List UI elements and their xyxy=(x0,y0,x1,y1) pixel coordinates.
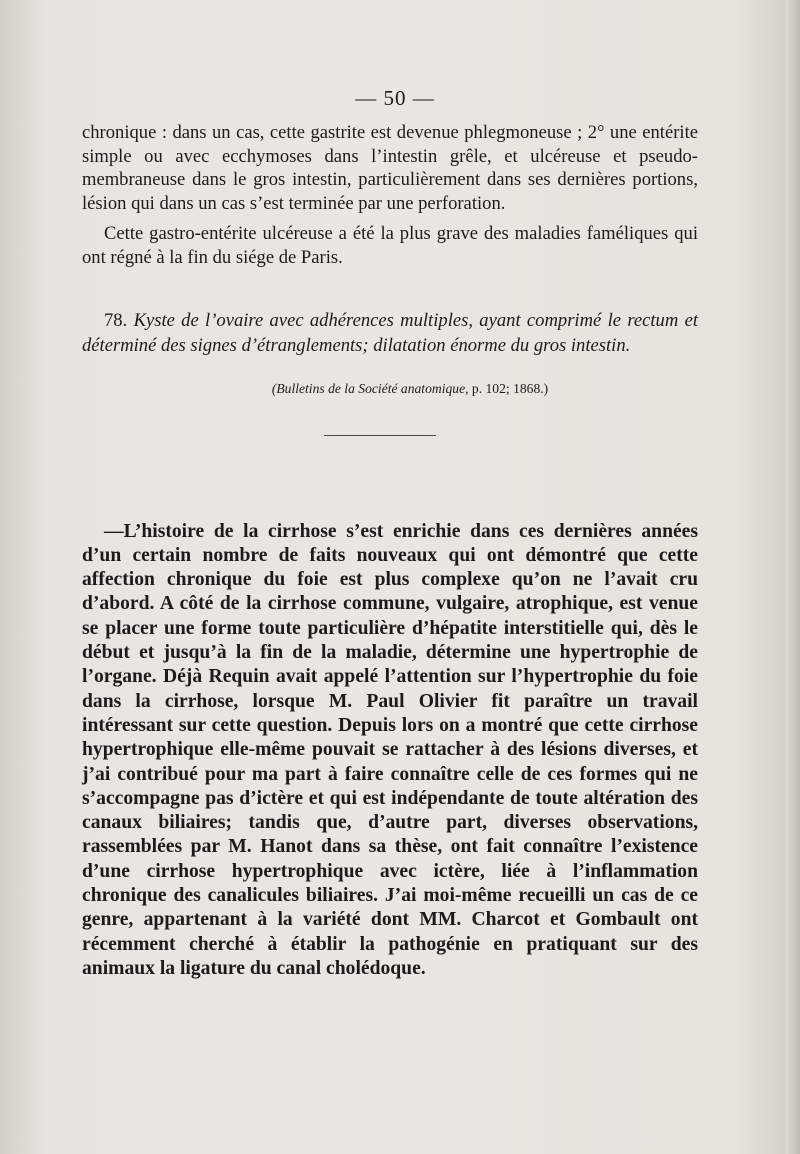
page-number: — 50 — xyxy=(355,86,435,110)
entry-title: Kyste de l’ovaire avec adhérences multiples, ayant comprimé le rectum et déterminé des signes d’étranglements; dilatation énorme du gros intestin. xyxy=(82,309,698,356)
entry-number: 78. xyxy=(104,309,128,331)
entry-78 xyxy=(82,308,698,358)
page-content xyxy=(82,86,698,981)
citation xyxy=(122,381,698,401)
citation-reference: p. 102; 1868.) xyxy=(471,380,549,396)
page-edge-shadow xyxy=(786,0,800,1154)
citation-source: (Bulletins de la Société anatomique, xyxy=(271,380,469,396)
paragraph-continuation: chronique : dans un cas, cette gastrite est devenue phlegmoneuse ; 2° une entérite simple ou avec ecchymoses dans l’intestin grêle, et ulcéreuse et pseudo-membraneuse dans le gros intestin, particulièrement dans ses dernières portions, lésion qui dans un cas s’est terminée par une perforation. xyxy=(82,122,698,214)
paragraph-gastro-enterite: Cette gastro-entérite ulcéreuse a été la plus grave des maladies faméliques qui ont régné à la fin du siége de Paris. xyxy=(82,223,698,268)
section-divider xyxy=(324,435,436,436)
paragraph-cirrhose: —L’histoire de la cirrhose s’est enrichie dans ces dernières années d’un certain nombre de faits nouveaux qui ont démontré que cette affection chronique du foie est plus complexe qu’on ne l’avait cru d’abord. A côté de la cirrhose commune, vulgaire, atrophique, est venue se placer une forme toute particulière d’hépatite interstitielle qui, dès le début et jusqu’à la fin de la maladie, détermine une hypertrophie de l’organe. Déjà Requin avait appelé l’attention sur l’hypertrophie du foie dans la cirrhose, lorsque M. Paul Olivier fit paraître un travail intéressant sur cette question. Depuis lors on a montré que cette cirrhose hypertrophique elle-même pouvait se rattacher à des lésions diverses, et j’ai contribué pour ma part à faire connaître celle de ces formes qui ne s’accompagne pas d’ictère et qui est indépendante de toute altération des canaux biliaires; tandis que, d’autre part, diverses observations, rassemblées par M. Hanot dans sa thèse, ont fait connaître l’existence d’une cirrhose hypertrophique avec ictère, liée à l’inflammation chronique des canalicules biliaires. J’ai moi-même recueilli un cas de ce genre, appartenant à la variété dont MM. Charcot et Gombault ont récemment cherché à établir la pathogénie en pratiquant sur des animaux la ligature du canal cholédoque. xyxy=(82,520,698,979)
